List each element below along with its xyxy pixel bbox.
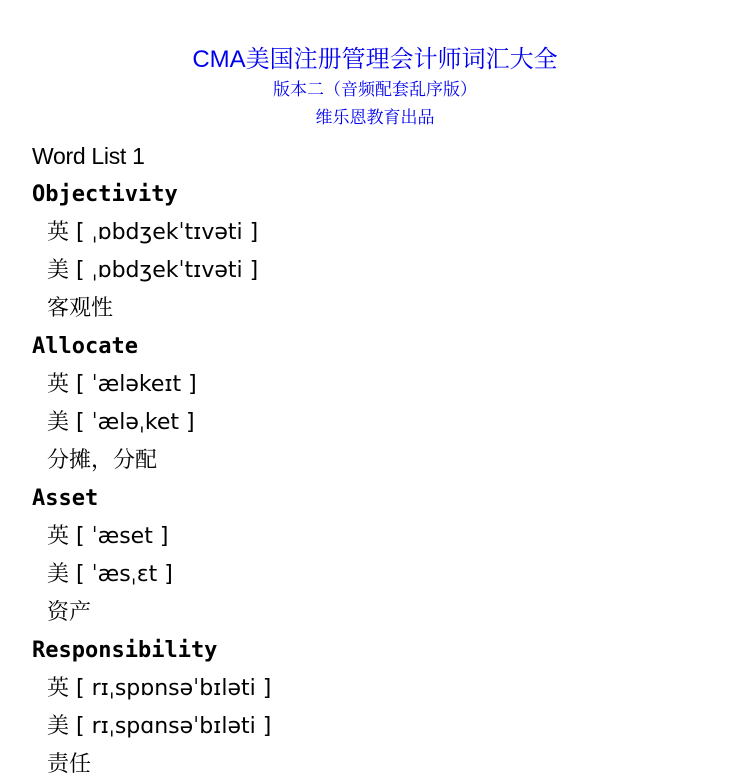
us-pronunciation: 美 [ rɪˌspɑnsəˈbɪləti ]: [47, 714, 272, 739]
chinese-meaning: 责任: [47, 752, 92, 777]
vocab-entry-objectivity: [32, 176, 732, 328]
chinese-meaning: 客观性: [47, 296, 114, 321]
vocab-entry-asset: [32, 480, 732, 632]
vocabulary-list: [32, 176, 732, 784]
document-header: [0, 44, 750, 132]
uk-pronunciation: 英 [ ˈæləkeɪt ]: [47, 372, 197, 397]
uk-pronunciation: 英 [ ˌɒbdʒekˈtɪvəti ]: [47, 220, 259, 245]
document-title: CMA美国注册管理会计师词汇大全: [192, 46, 558, 73]
publisher-line: 维乐恩教育出品: [315, 108, 435, 128]
chinese-meaning: 资产: [47, 600, 92, 625]
vocab-word: Allocate: [32, 334, 138, 359]
vocab-word: Responsibility: [32, 638, 218, 663]
vocab-entry-allocate: [32, 328, 732, 480]
us-pronunciation: 美 [ ˌɒbdʒekˈtɪvəti ]: [47, 258, 259, 283]
chinese-meaning: 分摊，分配: [47, 448, 158, 473]
word-list-heading: Word List 1: [32, 143, 145, 169]
vocab-word: Asset: [32, 486, 99, 511]
vocab-entry-responsibility: [32, 632, 732, 784]
us-pronunciation: 美 [ ˈæsˌɛt ]: [47, 562, 173, 587]
uk-pronunciation: 英 [ rɪˌspɒnsəˈbɪləti ]: [47, 676, 272, 701]
vocab-word: Objectivity: [32, 182, 178, 207]
uk-pronunciation: 英 [ ˈæset ]: [47, 524, 169, 549]
document-subtitle: 版本二（音频配套乱序版）: [273, 80, 477, 100]
us-pronunciation: 美 [ ˈæləˌket ]: [47, 410, 195, 435]
